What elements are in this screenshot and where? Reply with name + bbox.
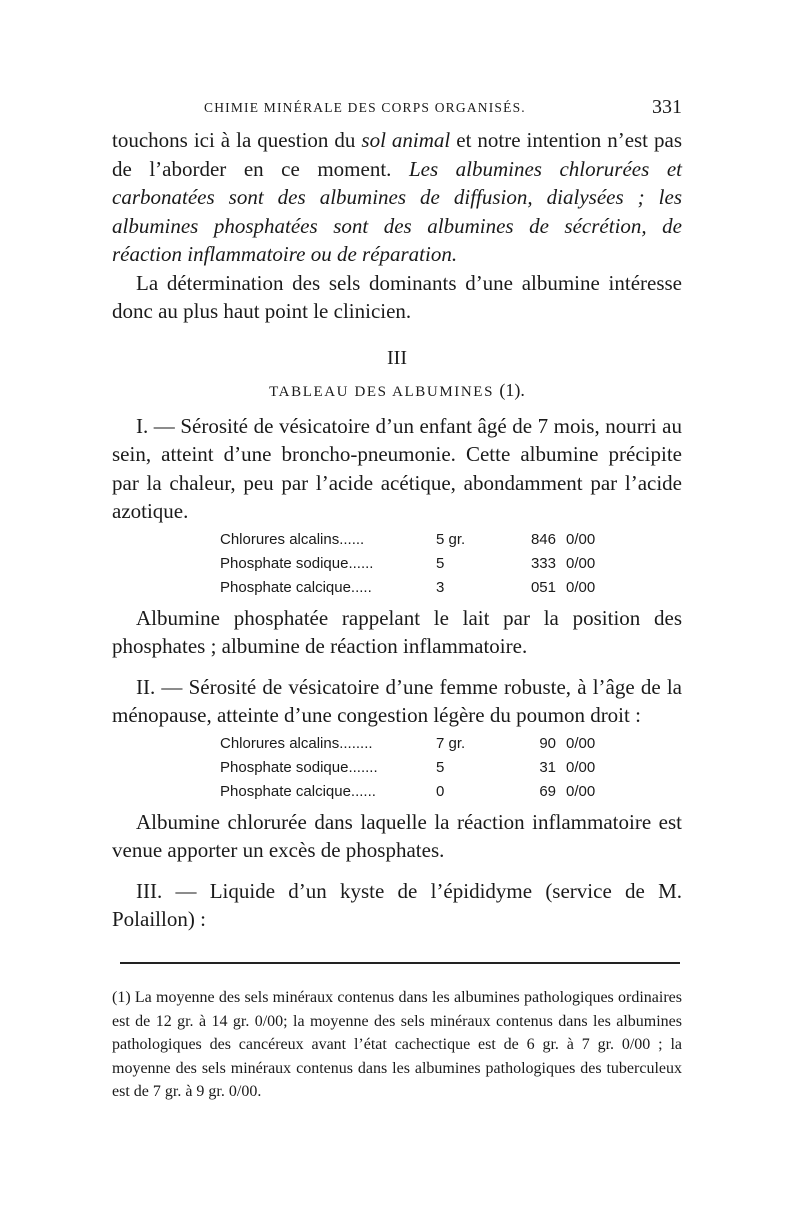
page-number: 331 [652,96,682,118]
salt-name: Chlorures alcalins...... [220,531,365,548]
salt-decimal: 846 [530,531,556,548]
table-row [220,552,616,576]
salt-per-mille: 0/00 [566,735,596,752]
section-title [112,378,682,404]
table-row [220,528,616,552]
salt-per-mille: 0/00 [566,783,596,800]
intro-italic-sol-animal: sol animal [361,128,451,152]
salt-decimal: 051 [530,579,556,596]
salt-grams: 5 gr. [436,531,466,548]
salt-grams: 7 gr. [436,735,466,752]
case-3-description: III. — Liquide d’un kyste de l’épididyme (service de M. Polaillon) : [112,878,682,931]
case-2-conclusion: Albumine chlorurée dans laquelle la réaction inflammatoire est venue apporter un excès de phosphates. [112,809,682,862]
salt-per-mille: 0/00 [566,759,596,776]
section-title-text: TABLEAU DES ALBUMINES [269,383,495,400]
salt-name: Chlorures alcalins........ [220,735,373,752]
table-row [220,732,616,756]
salt-grams: 3 [436,579,445,596]
salt-per-mille: 0/00 [566,531,596,548]
page-body [112,126,682,934]
table-row [220,756,616,780]
case-1-conclusion: Albumine phosphatée rappelant le lait par la position des phosphates ; albumine de réaction inflammatoire. [112,605,682,658]
salt-grams: 5 [436,759,445,776]
footnote: (1) La moyenne des sels minéraux contenus dans les albumines pathologiques ordinaires est de 12 gr. à 14 gr. 0/00; la moyenne des sels minéraux contenus dans les albumines pathologiques des cancéreux avant l’état cachectique est de 6 gr. à 7 gr. 0/00 ; la moyenne des sels minéraux contenus dans les albumines pathologiques des tuberculeux est de 7 gr. à 9 gr. 0/00. [112,989,682,1100]
salt-name: Phosphate sodique...... [220,555,374,572]
salt-per-mille: 0/00 [566,555,596,572]
running-title: CHIMIE MINÉRALE DES CORPS ORGANISÉS. [204,100,526,115]
case-2-salts-table [220,732,616,804]
salt-decimal: 31 [539,759,556,776]
salt-name: Phosphate sodique....... [220,759,378,776]
intro-text-middle: et notre intention n’est pas de l’aborder en ce moment. [112,128,683,181]
case-2-description: II. — Sérosité de vésicatoire d’une femme robuste, à l’âge de la ménopause, atteinte d’une congestion légère du poumon droit : [112,674,682,727]
salt-name: Phosphate calcique...... [220,783,376,800]
intro-paragraph [112,126,682,269]
table-row [220,576,616,600]
clinician-paragraph: La détermination des sels dominants d’une albumine intéresse donc au plus haut point le clinicien. [112,270,682,323]
salt-decimal: 333 [530,555,556,572]
salt-per-mille: 0/00 [566,579,596,596]
section-number: III [387,346,407,369]
salt-grams: 0 [436,783,445,800]
intro-italic-definition: Les albumines chlorurées et carbonatées sont des albumines de diffusion, dialysées ; les albumines phosphatées sont des albumines de sécrétion, de réaction inflammatoire ou de réparation. [112,156,682,266]
salt-name: Phosphate calcique..... [220,579,372,596]
page-header [112,96,682,122]
salt-decimal: 69 [539,783,556,800]
case-1-description: I. — Sérosité de vésicatoire d’un enfant âgé de 7 mois, nourri au sein, atteint d’une broncho-pneumonie. Cette albumine précipite par la chaleur, peu par l’acide acétique, abondamment par l’acide azotique. [112,413,682,523]
salt-decimal: 90 [539,735,556,752]
intro-text-start: touchons ici à la question du [112,128,362,152]
footnote-reference: (1). [499,379,525,400]
salt-grams: 5 [436,555,445,572]
case-1-salts-table [220,528,616,600]
footnote-divider [120,962,680,964]
table-row [220,780,616,804]
